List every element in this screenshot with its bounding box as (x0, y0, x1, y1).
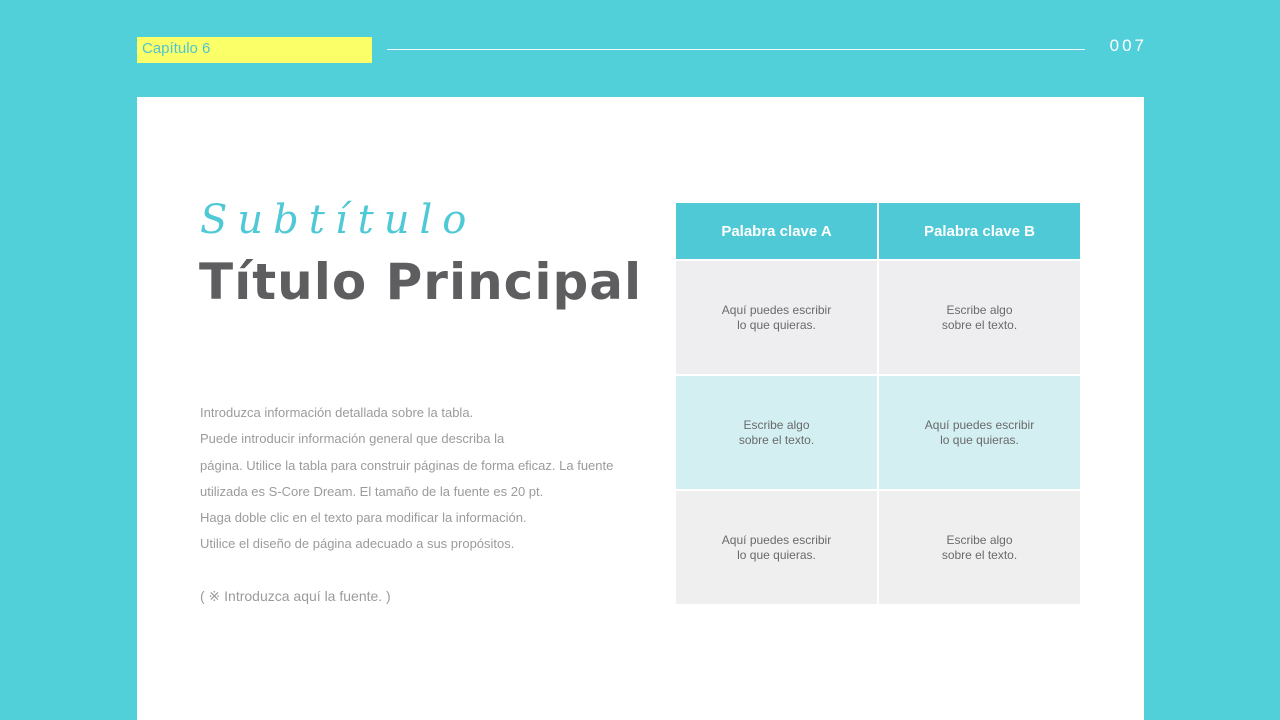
body-text[interactable] (200, 400, 640, 558)
body-line: utilizada es S-Core Dream. El tamaño de la fuente es 20 pt. (200, 483, 544, 499)
subtitle[interactable]: Subtítulo (200, 197, 477, 243)
body-line: Utilice el diseño de página adecuado a sus propósitos. (200, 536, 515, 552)
table-row (676, 261, 1081, 374)
chapter-highlight (137, 37, 372, 63)
table-cell[interactable]: Escribe algo sobre el texto. (879, 261, 1080, 374)
table-cell[interactable]: Aquí puedes escribir lo que quieras. (676, 261, 877, 374)
body-line: página. Utilice la tabla para construir páginas de forma eficaz. La fuente (200, 457, 614, 473)
body-line: Haga doble clic en el texto para modificar la información. (200, 510, 527, 526)
body-line: Introduzca información detallada sobre la tabla. (200, 405, 474, 420)
keyword-table (676, 203, 1081, 604)
table-cell[interactable]: Aquí puedes escribir lo que quieras. (879, 376, 1080, 489)
table-cell[interactable]: Escribe algo sobre el texto. (879, 491, 1080, 604)
chapter-label: Capítulo 6 (142, 40, 211, 57)
table-row (676, 376, 1081, 489)
page-title[interactable]: Título Principal (199, 253, 643, 311)
table-header-cell-a[interactable]: Palabra clave A (676, 203, 877, 259)
page-number: 007 (1109, 36, 1147, 55)
body-line: Puede introducir información general que describa la (200, 431, 505, 447)
table-header-row (676, 203, 1081, 259)
header-divider (387, 49, 1085, 50)
content-card (137, 97, 1144, 720)
table-header-cell-b[interactable]: Palabra clave B (879, 203, 1080, 259)
table-cell[interactable]: Aquí puedes escribir lo que quieras. (676, 491, 877, 604)
table-cell[interactable]: Escribe algo sobre el texto. (676, 376, 877, 489)
table-row (676, 491, 1081, 604)
source-note[interactable]: ( ※ Introduzca aquí la fuente. ) (200, 588, 391, 604)
